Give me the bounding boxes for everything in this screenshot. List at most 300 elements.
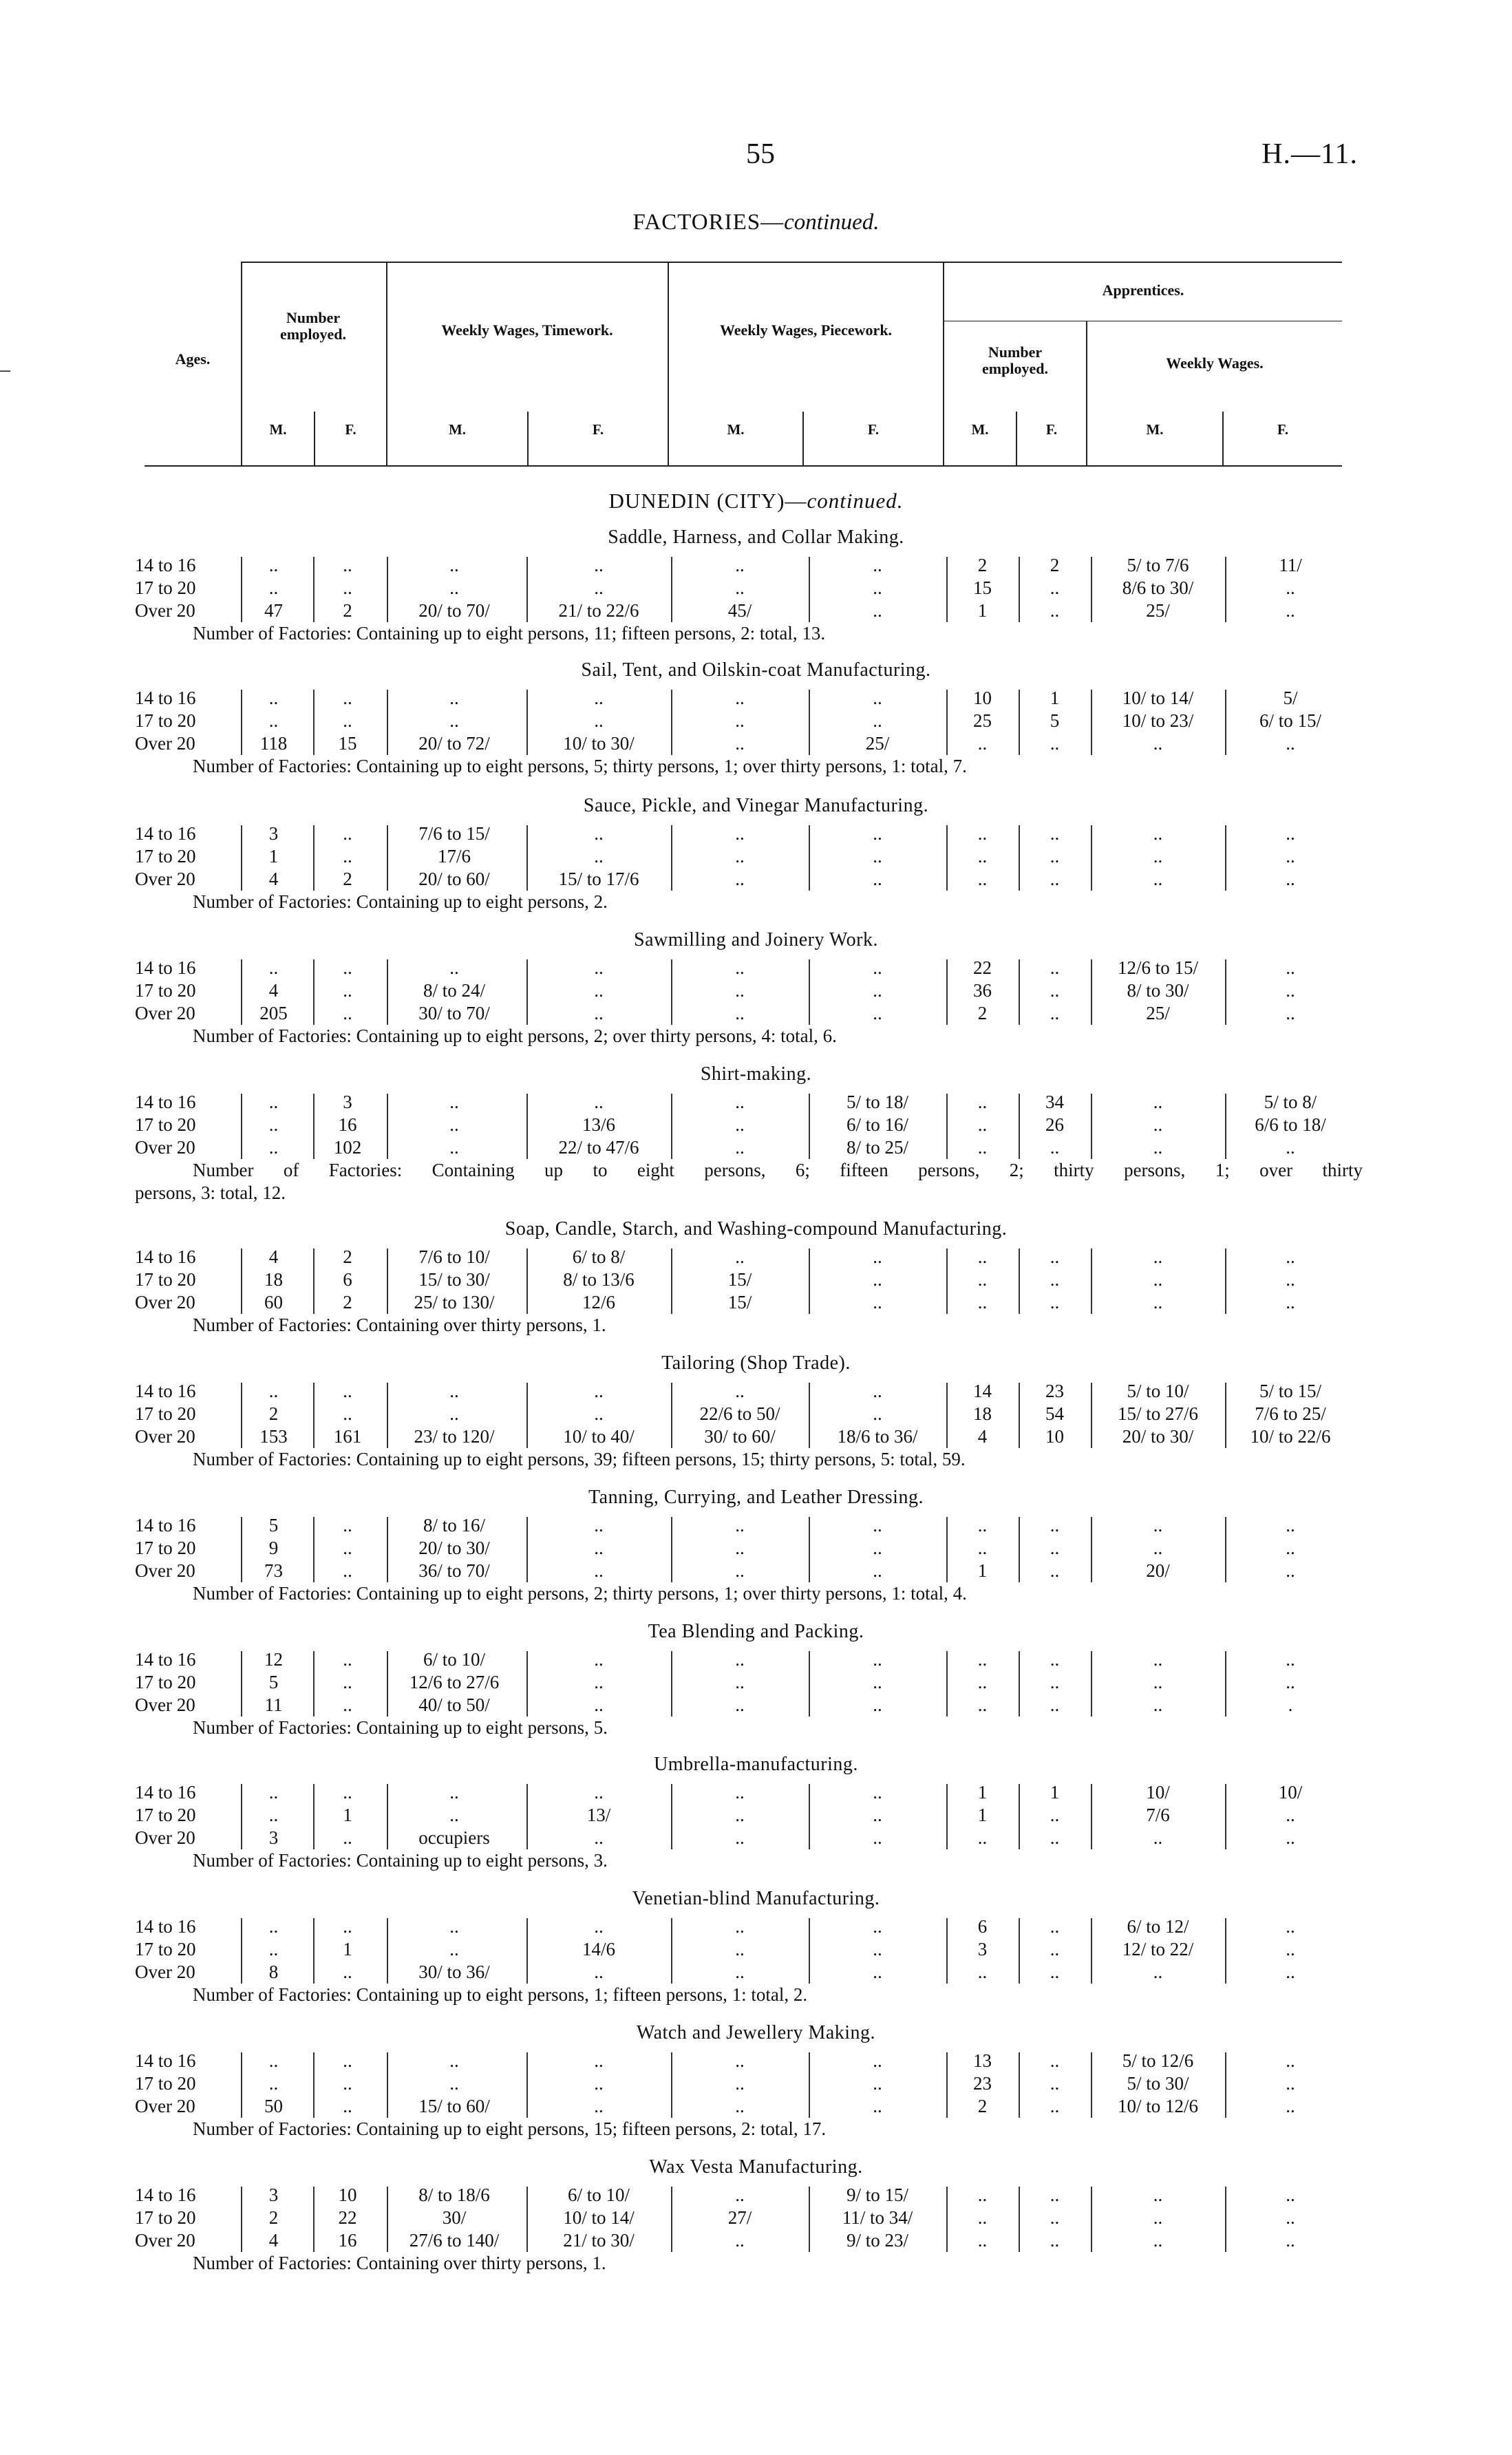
cell-timework-m: .. — [449, 1939, 459, 1959]
age-cell: Over 20 — [135, 1137, 195, 1158]
cell-apprentices-wages-m: 5/ to 10/ — [1127, 1381, 1189, 1401]
cell-timework-f: 13/6 — [582, 1114, 615, 1135]
cell-apprentices-number-m: 2 — [977, 1003, 988, 1023]
cell-apprentices-number-f: .. — [1050, 577, 1060, 598]
block-title: Sail, Tent, and Oilskin-coat Manufacturing. — [581, 659, 931, 681]
column-rule — [671, 1517, 672, 1582]
cell-piecework-m: 27/ — [727, 2207, 752, 2228]
cell-piecework-f: .. — [873, 2073, 882, 2094]
column-rule — [1091, 959, 1092, 1025]
factories-note: Number of Factories: Containing up to eight persons, 39; fifteen persons, 15; thirty persons, 5: total, 59. — [193, 1449, 966, 1469]
cell-number-f: 16 — [338, 1114, 357, 1135]
age-cell: Over 20 — [135, 1560, 195, 1581]
cell-apprentices-number-f: 26 — [1045, 1114, 1064, 1135]
cell-piecework-f: .. — [873, 600, 882, 621]
age-cell: Over 20 — [135, 1694, 195, 1715]
age-cell: 17 to 20 — [135, 577, 196, 598]
table-row — [0, 732, 1512, 755]
age-cell: 17 to 20 — [135, 2207, 196, 2228]
cell-timework-m: 20/ to 60/ — [418, 869, 490, 889]
column-rule — [1225, 1094, 1226, 1159]
column-rule — [946, 690, 948, 755]
cell-timework-m: 7/6 to 15/ — [418, 823, 490, 844]
cell-apprentices-wages-m: 10/ to 14/ — [1122, 688, 1194, 708]
cell-piecework-f: .. — [873, 1403, 882, 1424]
cell-timework-f: 10/ to 40/ — [563, 1426, 635, 1447]
age-cell: Over 20 — [135, 2230, 195, 2251]
cell-timework-m: 12/6 to 27/6 — [409, 1672, 500, 1692]
column-rule — [946, 1651, 948, 1717]
age-cell: 14 to 16 — [135, 1649, 196, 1670]
column-rule — [1225, 825, 1226, 891]
header-m: M. — [269, 421, 287, 438]
table-header — [145, 262, 1342, 468]
header-m: M. — [727, 421, 745, 438]
column-rule — [313, 2187, 315, 2252]
cell-timework-f: .. — [594, 823, 604, 844]
cell-apprentices-wages-f: .. — [1286, 1962, 1295, 1982]
cell-apprentices-number-f: .. — [1050, 1560, 1060, 1581]
column-rule — [313, 1784, 315, 1849]
factories-note: Number of Factories: Containing up to eight persons, 2; over thirty persons, 4: total, 6. — [193, 1025, 837, 1046]
cell-piecework-m: .. — [735, 846, 745, 867]
table-row — [0, 710, 1512, 732]
cell-apprentices-wages-m: 25/ — [1146, 600, 1170, 621]
cell-piecework-f: .. — [873, 1292, 882, 1312]
column-rule — [387, 1383, 388, 1448]
factory-block — [0, 795, 1512, 926]
cell-piecework-f: .. — [873, 1694, 882, 1715]
cell-apprentices-wages-m: 5/ to 7/6 — [1127, 555, 1189, 575]
cell-apprentices-number-f: .. — [1050, 2073, 1060, 2094]
cell-number-f: 2 — [343, 869, 352, 889]
cell-timework-f: .. — [594, 2096, 604, 2116]
cell-number-f: .. — [343, 710, 352, 731]
cell-timework-m: .. — [449, 2073, 459, 2094]
cell-apprentices-wages-m: .. — [1153, 1114, 1163, 1135]
cell-piecework-f: .. — [873, 957, 882, 978]
table-row — [0, 845, 1512, 868]
header-rule-top — [241, 262, 1342, 263]
column-rule — [671, 959, 672, 1025]
cell-apprentices-wages-f: .. — [1286, 2230, 1295, 2251]
cell-apprentices-wages-m: 5/ to 12/6 — [1122, 2050, 1194, 2071]
cell-apprentices-number-f: .. — [1050, 600, 1060, 621]
cell-apprentices-number-f: 34 — [1045, 1092, 1064, 1112]
cell-apprentices-number-m: 3 — [977, 1939, 988, 1959]
column-rule — [1225, 2052, 1226, 2118]
cell-apprentices-number-f: .. — [1050, 2050, 1060, 2071]
cell-piecework-m: .. — [735, 1246, 745, 1267]
cell-apprentices-number-f: 5 — [1050, 710, 1060, 731]
age-cell: 17 to 20 — [135, 846, 196, 867]
cell-apprentices-number-m: 1 — [977, 1560, 988, 1581]
age-cell: 17 to 20 — [135, 1805, 196, 1825]
table-row — [0, 1136, 1512, 1159]
cell-apprentices-number-m: .. — [977, 1246, 988, 1267]
table-row — [0, 957, 1512, 979]
cell-apprentices-number-m: .. — [977, 2207, 988, 2228]
age-cell: 17 to 20 — [135, 710, 196, 731]
factories-note: Number of Factories: Containing up to eight persons, 11; fifteen persons, 2: total, 13. — [193, 623, 826, 644]
column-rule — [671, 2052, 672, 2118]
age-cell: Over 20 — [135, 869, 195, 889]
block-title: Venetian-blind Manufacturing. — [632, 1888, 880, 1909]
cell-piecework-f: 9/ to 23/ — [846, 2230, 908, 2251]
column-rule — [241, 1094, 242, 1159]
cell-number-f: .. — [343, 1782, 352, 1803]
cell-number-f: 1 — [343, 1939, 352, 1959]
cell-number-f: .. — [343, 1672, 352, 1692]
block-title: Tailoring (Shop Trade). — [661, 1352, 851, 1374]
age-cell: 17 to 20 — [135, 1939, 196, 1959]
cell-timework-m: .. — [449, 1403, 459, 1424]
section-heading — [0, 489, 1512, 513]
block-title: Saddle, Harness, and Collar Making. — [608, 527, 904, 548]
factory-block — [0, 1063, 1512, 1203]
cell-timework-f: .. — [594, 2073, 604, 2094]
cell-timework-f: .. — [594, 1092, 604, 1112]
column-rule — [946, 959, 948, 1025]
column-rule — [1225, 959, 1226, 1025]
cell-apprentices-wages-f: .. — [1286, 1672, 1295, 1692]
block-title: Tanning, Currying, and Leather Dressing. — [588, 1487, 924, 1508]
column-rule — [241, 2187, 242, 2252]
block-title: Sawmilling and Joinery Work. — [634, 929, 878, 950]
cell-apprentices-number-f: .. — [1050, 1805, 1060, 1825]
cell-apprentices-number-m: .. — [977, 2185, 988, 2205]
cell-timework-m: .. — [449, 2050, 459, 2071]
cell-number-m: 4 — [268, 980, 279, 1001]
column-rule — [946, 2052, 948, 2118]
column-rule — [526, 1383, 528, 1448]
cell-timework-f: 10/ to 14/ — [563, 2207, 635, 2228]
section-heading-main: DUNEDIN (CITY)— — [608, 489, 807, 513]
cell-piecework-m: .. — [735, 1962, 745, 1982]
header-vrule — [314, 412, 315, 467]
cell-piecework-m: .. — [735, 1939, 745, 1959]
column-rule — [1091, 1651, 1092, 1717]
cell-number-f: .. — [343, 823, 352, 844]
table-row — [0, 2050, 1512, 2072]
column-rule — [671, 690, 672, 755]
table-row — [0, 1915, 1512, 1938]
cell-piecework-m: .. — [735, 1114, 745, 1135]
cell-apprentices-number-m: .. — [977, 2230, 988, 2251]
factory-block — [0, 1621, 1512, 1752]
column-rule — [1019, 1383, 1020, 1448]
cell-apprentices-wages-m: 7/6 — [1146, 1805, 1170, 1825]
column-rule — [1019, 1094, 1020, 1159]
cell-piecework-f: 8/ to 25/ — [846, 1137, 908, 1158]
cell-apprentices-wages-m: 5/ to 30/ — [1127, 2073, 1189, 2094]
column-rule — [671, 1651, 672, 1717]
column-rule — [313, 1918, 315, 1984]
cell-apprentices-number-f: .. — [1050, 733, 1060, 754]
cell-apprentices-wages-f: .. — [1286, 577, 1295, 598]
cell-apprentices-number-m: .. — [977, 1962, 988, 1982]
cell-timework-f: .. — [594, 555, 604, 575]
header-vrule — [1222, 412, 1224, 467]
cell-timework-f: 6/ to 10/ — [567, 2185, 630, 2205]
column-rule — [671, 1094, 672, 1159]
column-rule — [526, 1248, 528, 1314]
cell-number-m: 47 — [264, 600, 283, 621]
cell-apprentices-number-f: .. — [1050, 1137, 1060, 1158]
cell-apprentices-number-m: 2 — [977, 555, 988, 575]
header-apprentices-number-employed: Number employed. — [982, 343, 1048, 378]
column-rule — [526, 557, 528, 622]
cell-piecework-m: .. — [735, 1916, 745, 1937]
cell-number-m: 18 — [264, 1269, 283, 1290]
cell-number-m: 73 — [264, 1560, 283, 1581]
table-row — [0, 1694, 1512, 1717]
cell-timework-m: .. — [449, 1137, 459, 1158]
factory-block — [0, 527, 1512, 657]
header-m: M. — [1146, 421, 1164, 438]
cell-number-m: .. — [268, 1939, 279, 1959]
cell-number-m: 8 — [268, 1962, 279, 1982]
cell-apprentices-wages-m: .. — [1153, 1694, 1163, 1715]
cell-number-f: 161 — [333, 1426, 362, 1447]
cell-piecework-m: .. — [735, 957, 745, 978]
column-rule — [1225, 1784, 1226, 1849]
table-row — [0, 1781, 1512, 1804]
cell-apprentices-wages-f: .. — [1286, 1538, 1295, 1558]
cell-timework-f: .. — [594, 1649, 604, 1670]
cell-apprentices-number-m: 22 — [973, 957, 992, 978]
column-rule — [241, 1651, 242, 1717]
column-rule — [1091, 690, 1092, 755]
column-rule — [1225, 1517, 1226, 1582]
cell-apprentices-number-f: .. — [1050, 1939, 1060, 1959]
column-rule — [526, 825, 528, 891]
cell-number-f: .. — [343, 1003, 352, 1023]
cell-timework-f: .. — [594, 980, 604, 1001]
column-rule — [1019, 1918, 1020, 1984]
column-rule — [1091, 1784, 1092, 1849]
age-cell: 14 to 16 — [135, 1092, 196, 1112]
cell-apprentices-wages-f: .. — [1286, 2096, 1295, 2116]
cell-piecework-f: .. — [873, 577, 882, 598]
header-f: F. — [1277, 421, 1289, 438]
cell-apprentices-number-f: .. — [1050, 1916, 1060, 1937]
column-rule — [809, 1517, 810, 1582]
cell-timework-f: .. — [594, 1538, 604, 1558]
cell-number-m: 4 — [268, 869, 279, 889]
cell-number-m: 205 — [259, 1003, 288, 1023]
cell-apprentices-number-m: .. — [977, 1269, 988, 1290]
cell-piecework-f: 6/ to 16/ — [846, 1114, 908, 1135]
cell-timework-f: 6/ to 8/ — [572, 1246, 626, 1267]
cell-apprentices-wages-f: .. — [1286, 1560, 1295, 1581]
cell-piecework-f: .. — [873, 1003, 882, 1023]
age-cell: Over 20 — [135, 1003, 195, 1023]
factory-block — [0, 1218, 1512, 1349]
cell-apprentices-wages-f: .. — [1286, 1805, 1295, 1825]
column-rule — [526, 1517, 528, 1582]
cell-apprentices-wages-m: 12/6 to 15/ — [1117, 957, 1198, 978]
column-rule — [526, 959, 528, 1025]
cell-number-f: 6 — [343, 1269, 352, 1290]
header-weekly-piecework: Weekly Wages, Piecework. — [719, 321, 893, 339]
cell-number-f: .. — [343, 1962, 352, 1982]
cell-apprentices-number-m: 14 — [973, 1381, 992, 1401]
cell-apprentices-wages-f: 10/ — [1278, 1782, 1303, 1803]
table-row — [0, 1291, 1512, 1314]
cell-apprentices-number-m: 10 — [973, 688, 992, 708]
cell-timework-f: .. — [594, 1694, 604, 1715]
cell-timework-m: .. — [449, 1114, 459, 1135]
column-rule — [946, 1094, 948, 1159]
column-rule — [1091, 1094, 1092, 1159]
table-row — [0, 1938, 1512, 1961]
table-row — [0, 822, 1512, 845]
cell-apprentices-number-f: .. — [1050, 1962, 1060, 1982]
table-row — [0, 577, 1512, 599]
column-rule — [313, 1651, 315, 1717]
column-rule — [313, 690, 315, 755]
cell-number-m: .. — [268, 957, 279, 978]
cell-number-f: 10 — [338, 2185, 357, 2205]
header-vrule — [1016, 412, 1017, 467]
table-row — [0, 1403, 1512, 1425]
column-rule — [1019, 2052, 1020, 2118]
cell-apprentices-wages-f: 6/6 to 18/ — [1255, 1114, 1326, 1135]
age-cell: Over 20 — [135, 1292, 195, 1312]
cell-timework-m: 23/ to 120/ — [414, 1426, 495, 1447]
column-rule — [526, 1094, 528, 1159]
cell-apprentices-wages-f: .. — [1286, 1137, 1295, 1158]
column-rule — [809, 1383, 810, 1448]
cell-timework-m: 30/ to 70/ — [418, 1003, 490, 1023]
cell-apprentices-number-m: .. — [977, 733, 988, 754]
column-rule — [671, 1383, 672, 1448]
cell-piecework-f: 25/ — [865, 733, 890, 754]
cell-number-m: 153 — [259, 1426, 288, 1447]
cell-number-m: .. — [268, 2073, 279, 2094]
cell-timework-f: .. — [594, 710, 604, 731]
cell-apprentices-number-f: .. — [1050, 846, 1060, 867]
cell-piecework-f: .. — [873, 1538, 882, 1558]
column-rule — [1225, 1383, 1226, 1448]
cell-number-m: 3 — [268, 823, 279, 844]
age-cell: Over 20 — [135, 2096, 195, 2116]
block-title: Wax Vesta Manufacturing. — [649, 2156, 863, 2178]
column-rule — [1225, 557, 1226, 622]
cell-piecework-f: .. — [873, 1962, 882, 1982]
cell-apprentices-number-f: .. — [1050, 1694, 1060, 1715]
cell-number-f: 22 — [338, 2207, 357, 2228]
block-title: Shirt-making. — [700, 1063, 812, 1085]
table-row — [0, 1114, 1512, 1136]
column-rule — [1091, 825, 1092, 891]
table-row — [0, 1246, 1512, 1268]
cell-piecework-m: .. — [735, 1694, 745, 1715]
cell-timework-f: 8/ to 13/6 — [563, 1269, 635, 1290]
age-cell: Over 20 — [135, 733, 195, 754]
cell-number-f: .. — [343, 577, 352, 598]
cell-apprentices-number-f: .. — [1050, 2207, 1060, 2228]
column-rule — [946, 1248, 948, 1314]
cell-apprentices-wages-f: .. — [1286, 2207, 1295, 2228]
column-rule — [671, 1248, 672, 1314]
cell-number-m: 2 — [268, 1403, 279, 1424]
column-rule — [526, 1651, 528, 1717]
cell-piecework-m: .. — [735, 2230, 745, 2251]
cell-apprentices-number-m: .. — [977, 1137, 988, 1158]
cell-timework-f: 21/ to 30/ — [563, 2230, 635, 2251]
age-cell: Over 20 — [135, 600, 195, 621]
cell-apprentices-wages-m: 20/ — [1146, 1560, 1170, 1581]
cell-apprentices-number-f: .. — [1050, 1538, 1060, 1558]
block-title: Umbrella-manufacturing. — [654, 1754, 858, 1775]
cell-timework-m: 8/ to 18/6 — [418, 2185, 490, 2205]
cell-apprentices-wages-f: .. — [1286, 2073, 1295, 2094]
cell-timework-f: .. — [594, 1381, 604, 1401]
cell-apprentices-number-m: 36 — [973, 980, 992, 1001]
table-row — [0, 2072, 1512, 2095]
cell-timework-m: 30/ to 36/ — [418, 1962, 490, 1982]
cell-number-m: .. — [268, 555, 279, 575]
header-weekly-timework: Weekly Wages, Timework. — [441, 321, 613, 339]
column-rule — [313, 1383, 315, 1448]
table-row — [0, 1961, 1512, 1984]
cell-number-m: 12 — [264, 1649, 283, 1670]
cell-apprentices-wages-f: .. — [1286, 733, 1295, 754]
age-cell: Over 20 — [135, 1827, 195, 1848]
cell-number-m: .. — [268, 688, 279, 708]
block-title: Watch and Jewellery Making. — [636, 2022, 876, 2043]
cell-number-m: 118 — [259, 733, 288, 754]
cell-piecework-f: .. — [873, 1246, 882, 1267]
cell-piecework-f: .. — [873, 1782, 882, 1803]
age-cell: 17 to 20 — [135, 1538, 196, 1558]
cell-piecework-m: .. — [735, 2096, 745, 2116]
column-rule — [1225, 1918, 1226, 1984]
cell-number-f: .. — [343, 1827, 352, 1848]
cell-timework-m: 6/ to 10/ — [423, 1649, 485, 1670]
column-rule — [313, 1517, 315, 1582]
header-vrule — [802, 412, 804, 467]
age-cell: 14 to 16 — [135, 823, 196, 844]
header-vrule — [1086, 321, 1087, 467]
cell-timework-f: .. — [594, 1827, 604, 1848]
table-row — [0, 1537, 1512, 1560]
cell-apprentices-wages-f: .. — [1286, 823, 1295, 844]
document-title — [0, 210, 1512, 235]
cell-apprentices-number-m: .. — [977, 1672, 988, 1692]
cell-piecework-m: .. — [735, 1827, 745, 1848]
column-rule — [1091, 1248, 1092, 1314]
cell-apprentices-number-m: 2 — [977, 2096, 988, 2116]
column-rule — [671, 825, 672, 891]
cell-timework-f: .. — [594, 1515, 604, 1535]
cell-apprentices-number-f: .. — [1050, 1246, 1060, 1267]
column-rule — [1225, 2187, 1226, 2252]
column-rule — [671, 1784, 672, 1849]
cell-timework-m: .. — [449, 688, 459, 708]
cell-timework-f: .. — [594, 1003, 604, 1023]
factory-block — [0, 1487, 1512, 1617]
cell-timework-f: .. — [594, 846, 604, 867]
column-rule — [241, 825, 242, 891]
cell-timework-m: .. — [449, 1916, 459, 1937]
cell-number-f: 1 — [343, 1805, 352, 1825]
table-row — [0, 599, 1512, 622]
table-row — [0, 1560, 1512, 1582]
column-rule — [526, 1784, 528, 1849]
